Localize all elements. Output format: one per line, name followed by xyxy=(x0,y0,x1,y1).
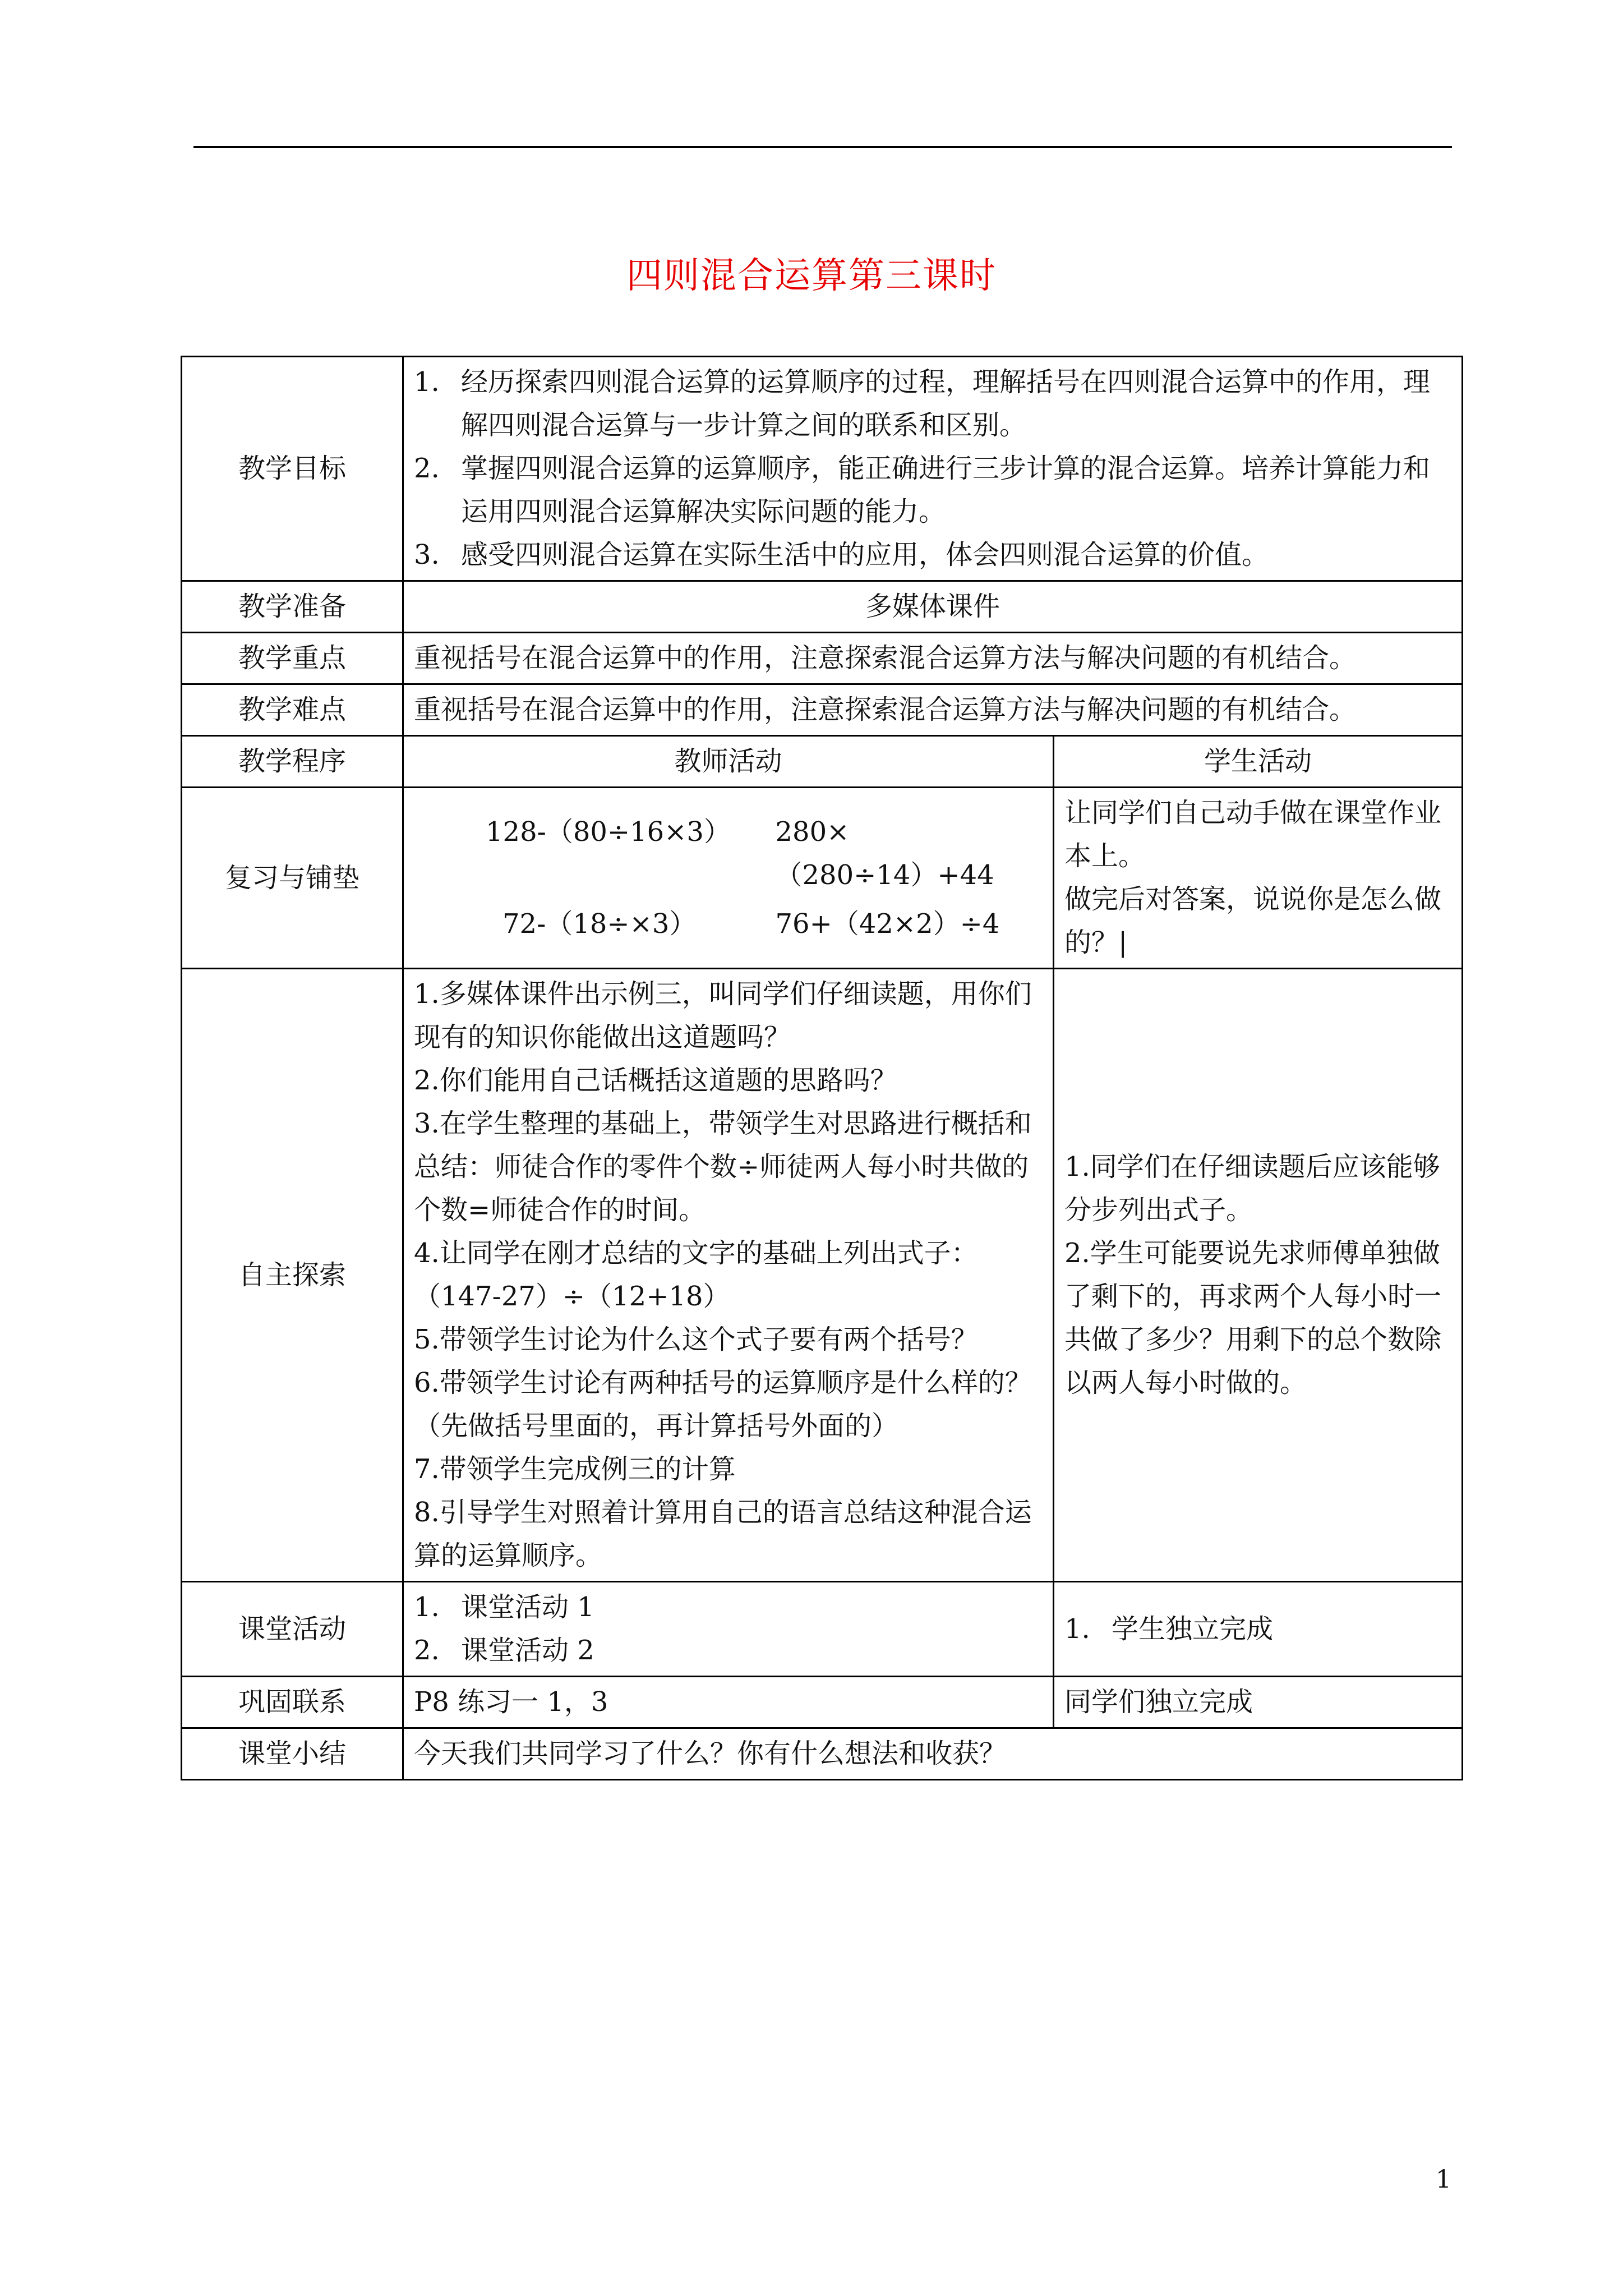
key-points-value: 重视括号在混合运算中的作用，注意探索混合运算方法与解决问题的有机结合。 xyxy=(403,633,1463,684)
goal-item: 2. 掌握四则混合运算的运算顺序，能正确进行三步计算的混合运算。培养计算能力和运用四则混合运算解决实际问题的能力。 xyxy=(414,453,1431,527)
row-goals xyxy=(182,357,1463,581)
goals-label: 教学目标 xyxy=(182,357,403,581)
procedure-label: 教学程序 xyxy=(182,736,403,788)
explore-student xyxy=(1054,969,1463,1582)
review-student-line: 做完后对答案，说说你是怎么做的？| xyxy=(1064,884,1442,958)
explore-label: 自主探索 xyxy=(182,969,403,1582)
consolidate-teacher: P8 练习一 1，3 xyxy=(403,1677,1054,1728)
row-explore xyxy=(182,969,1463,1582)
difficulties-value: 重视括号在混合运算中的作用，注意探索混合运算方法与解决问题的有机结合。 xyxy=(403,684,1463,736)
review-label: 复习与铺垫 xyxy=(182,788,403,969)
lesson-plan-table xyxy=(181,356,1463,1780)
goal-item: 3. 感受四则混合运算在实际生活中的应用，体会四则混合运算的价值。 xyxy=(414,539,1269,570)
formula: 72-（18÷×3） xyxy=(502,908,697,940)
consolidate-label: 巩固联系 xyxy=(182,1677,403,1728)
goal-item: 1. 经历探索四则混合运算的运算顺序的过程，理解括号在四则混合运算中的作用，理解四则混合运算与一步计算之间的联系和区别。 xyxy=(414,366,1431,441)
student-activity-header: 学生活动 xyxy=(1054,736,1463,788)
explore-teacher xyxy=(403,969,1054,1582)
class-activity-label: 课堂活动 xyxy=(182,1582,403,1677)
activity-item: 2. 课堂活动 2 xyxy=(414,1635,594,1666)
formula: 128-（80÷16×3） xyxy=(486,816,731,848)
row-class-activity xyxy=(182,1582,1463,1677)
explore-step: 4.让同学在刚才总结的文字的基础上列出式子：（147-27）÷（12+18） xyxy=(414,1237,978,1312)
review-student xyxy=(1054,788,1463,969)
page-number: 1 xyxy=(1436,2165,1451,2194)
explore-step: 1.多媒体课件出示例三，叫同学们仔细读题，用你们现有的知识你能做出这道题吗？ xyxy=(414,978,1032,1053)
consolidate-student: 同学们独立完成 xyxy=(1054,1677,1463,1728)
preparation-value: 多媒体课件 xyxy=(403,581,1463,633)
page-title: 四则混合运算第三课时 xyxy=(626,255,997,297)
row-review xyxy=(182,788,1463,969)
explore-student-line: 1.同学们在仔细读题后应该能够分步列出式子。 xyxy=(1064,1151,1440,1226)
header-rule xyxy=(193,146,1452,148)
row-key-points xyxy=(182,633,1463,684)
explore-step: 5.带领学生讨论为什么这个式子要有两个括号？ xyxy=(414,1324,978,1355)
class-activity-teacher xyxy=(403,1582,1054,1677)
activity-item: 1. 课堂活动 1 xyxy=(414,1591,594,1623)
explore-step: 8.引导学生对照着计算用自己的语言总结这种混合运算的运算顺序。 xyxy=(414,1497,1032,1571)
summary-label: 课堂小结 xyxy=(182,1728,403,1780)
difficulties-label: 教学难点 xyxy=(182,684,403,736)
explore-student-line: 2.学生可能要说先求师傅单独做了剩下的，再求两个人每小时一共做了多少？用剩下的总个数除以两人每小时做的。 xyxy=(1064,1237,1442,1398)
row-consolidate xyxy=(182,1677,1463,1728)
formula: 280×（280÷14）+44 xyxy=(775,816,994,891)
class-activity-student xyxy=(1054,1582,1463,1677)
review-formulas xyxy=(403,788,1054,969)
explore-step: 2.你们能用自己话概括这道题的思路吗？ xyxy=(414,1065,897,1096)
row-summary xyxy=(182,1728,1463,1780)
key-points-label: 教学重点 xyxy=(182,633,403,684)
review-student-line: 让同学们自己动手做在课堂作业本上。 xyxy=(1064,797,1442,872)
row-preparation xyxy=(182,581,1463,633)
explore-step: 6.带领学生讨论有两种括号的运算顺序是什么样的？（先做括号里面的，再计算括号外面的） xyxy=(414,1367,1032,1442)
row-procedure xyxy=(182,736,1463,788)
summary-value: 今天我们共同学习了什么？你有什么想法和收获？ xyxy=(403,1728,1463,1780)
explore-step: 3.在学生整理的基础上，带领学生对思路进行概括和总结：师徒合作的零件个数÷师徒两人每小时共做的个数=师徒合作的时间。 xyxy=(414,1108,1032,1226)
teacher-activity-header: 教师活动 xyxy=(403,736,1054,788)
explore-step: 7.带领学生完成例三的计算 xyxy=(414,1453,736,1485)
formula: 76+（42×2）÷4 xyxy=(775,908,1000,940)
goals-content xyxy=(403,357,1463,581)
activity-student-item: 1. 学生独立完成 xyxy=(1064,1613,1274,1645)
row-difficulties xyxy=(182,684,1463,736)
preparation-label: 教学准备 xyxy=(182,581,403,633)
